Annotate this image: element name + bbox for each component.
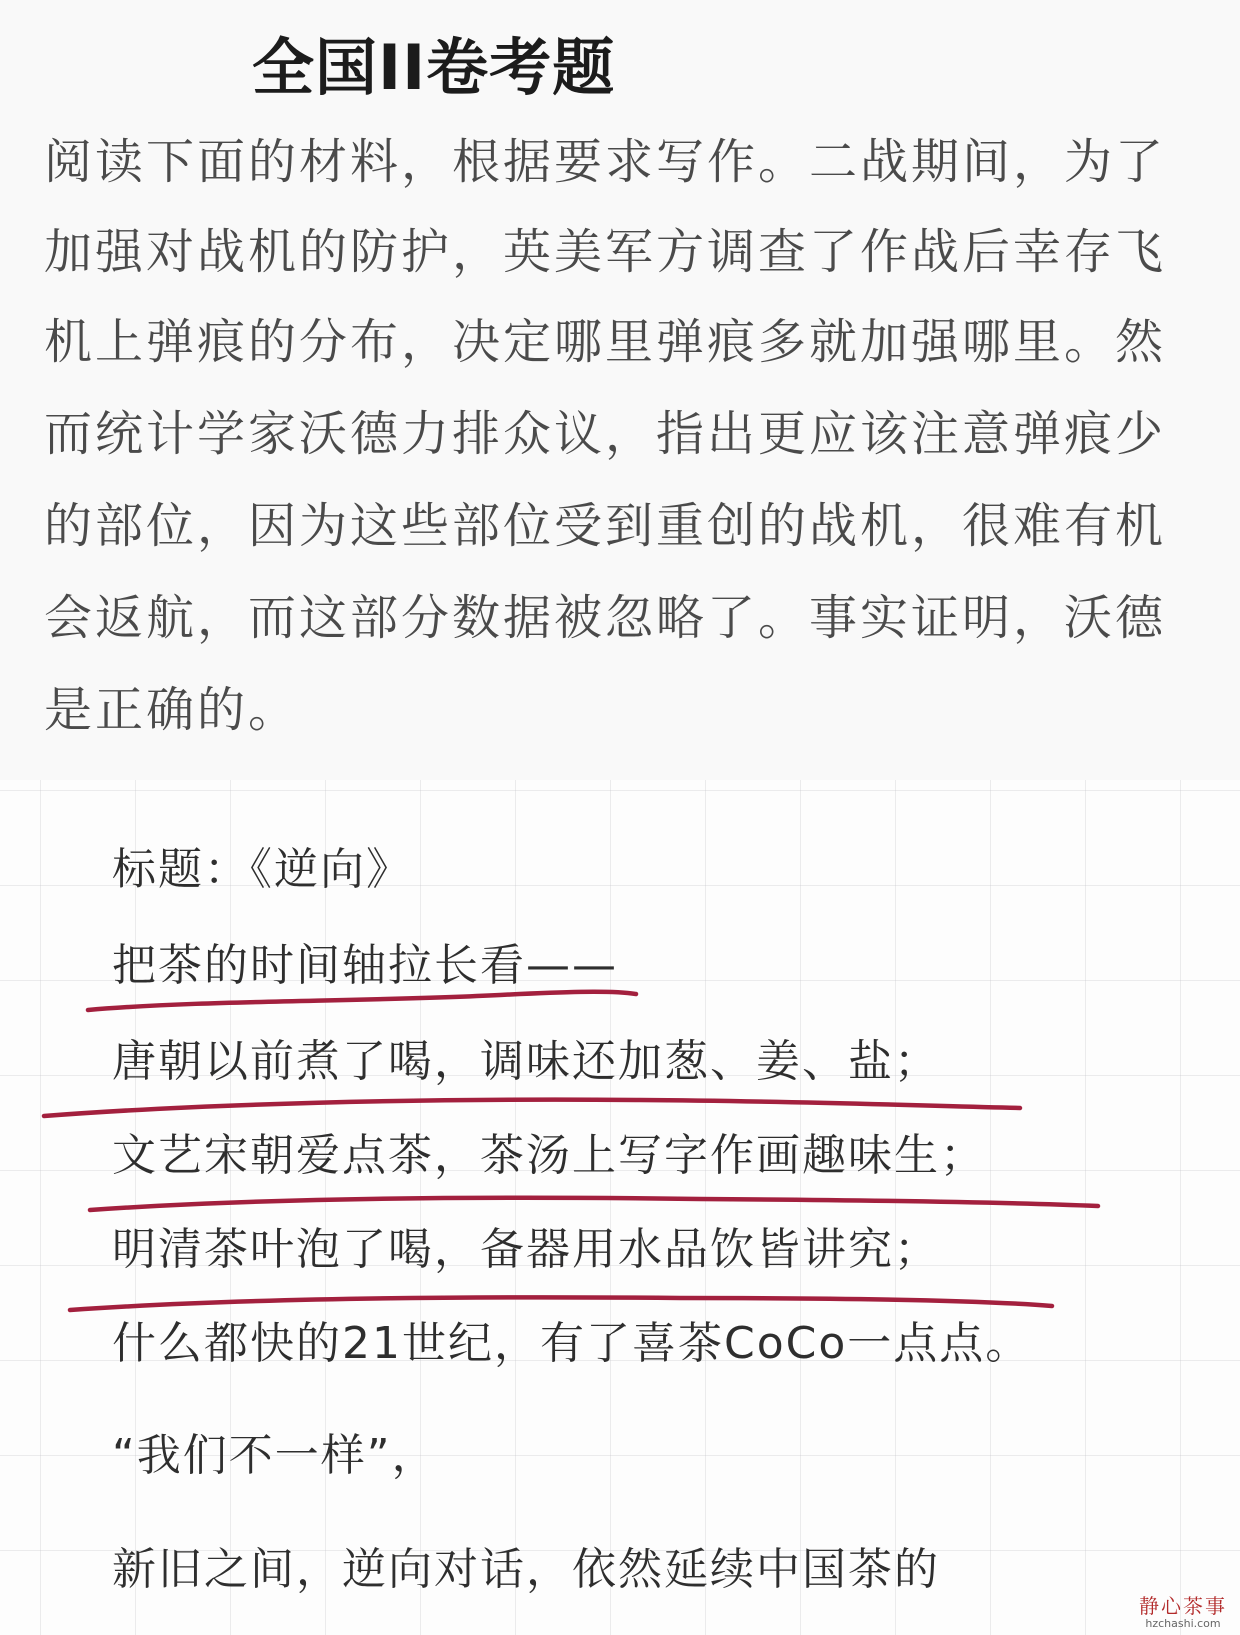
material-line: 阅读下面的材料，根据要求写作。二战期间，为了 (44, 134, 1167, 190)
material-line: 会返航，而这部分数据被忽略了。事实证明，沃德 (44, 590, 1167, 646)
essay-line: 唐朝以前煮了喝，调味还加葱、姜、盐； (112, 1036, 940, 1087)
essay-line: 明清茶叶泡了喝，备器用水品饮皆讲究； (112, 1224, 940, 1275)
essay-line: 什么都快的21世纪，有了喜茶CoCo一点点。 (112, 1318, 1032, 1369)
exam-question-section (0, 0, 1240, 780)
exam-title: 全国II卷考题 (252, 31, 616, 104)
essay-line: “我们不一样”， (112, 1430, 438, 1481)
essay-title: 标题：《逆向》 (112, 844, 412, 895)
material-line: 的部位，因为这些部位受到重创的战机，很难有机 (44, 498, 1167, 554)
essay-line: 把茶的时间轴拉长看—— (112, 940, 618, 991)
material-line: 机上弹痕的分布，决定哪里弹痕多就加强哪里。然 (44, 314, 1167, 370)
essay-line: 新旧之间，逆向对话，依然延续中国茶的 (112, 1544, 940, 1595)
material-line: 加强对战机的防护，英美军方调查了作战后幸存飞 (44, 224, 1167, 280)
watermark-logo-text: 静心茶事 (1139, 1594, 1227, 1618)
essay-grid-paper (0, 780, 1240, 1635)
material-line: 而统计学家沃德力排众议，指出更应该注意弹痕少 (44, 406, 1167, 462)
site-watermark (1130, 1595, 1236, 1630)
essay-line: 文艺宋朝爱点茶，茶汤上写字作画趣味生； (112, 1130, 986, 1181)
watermark-url: hzchashi.com (1145, 1617, 1221, 1630)
material-line: 是正确的。 (44, 682, 300, 738)
